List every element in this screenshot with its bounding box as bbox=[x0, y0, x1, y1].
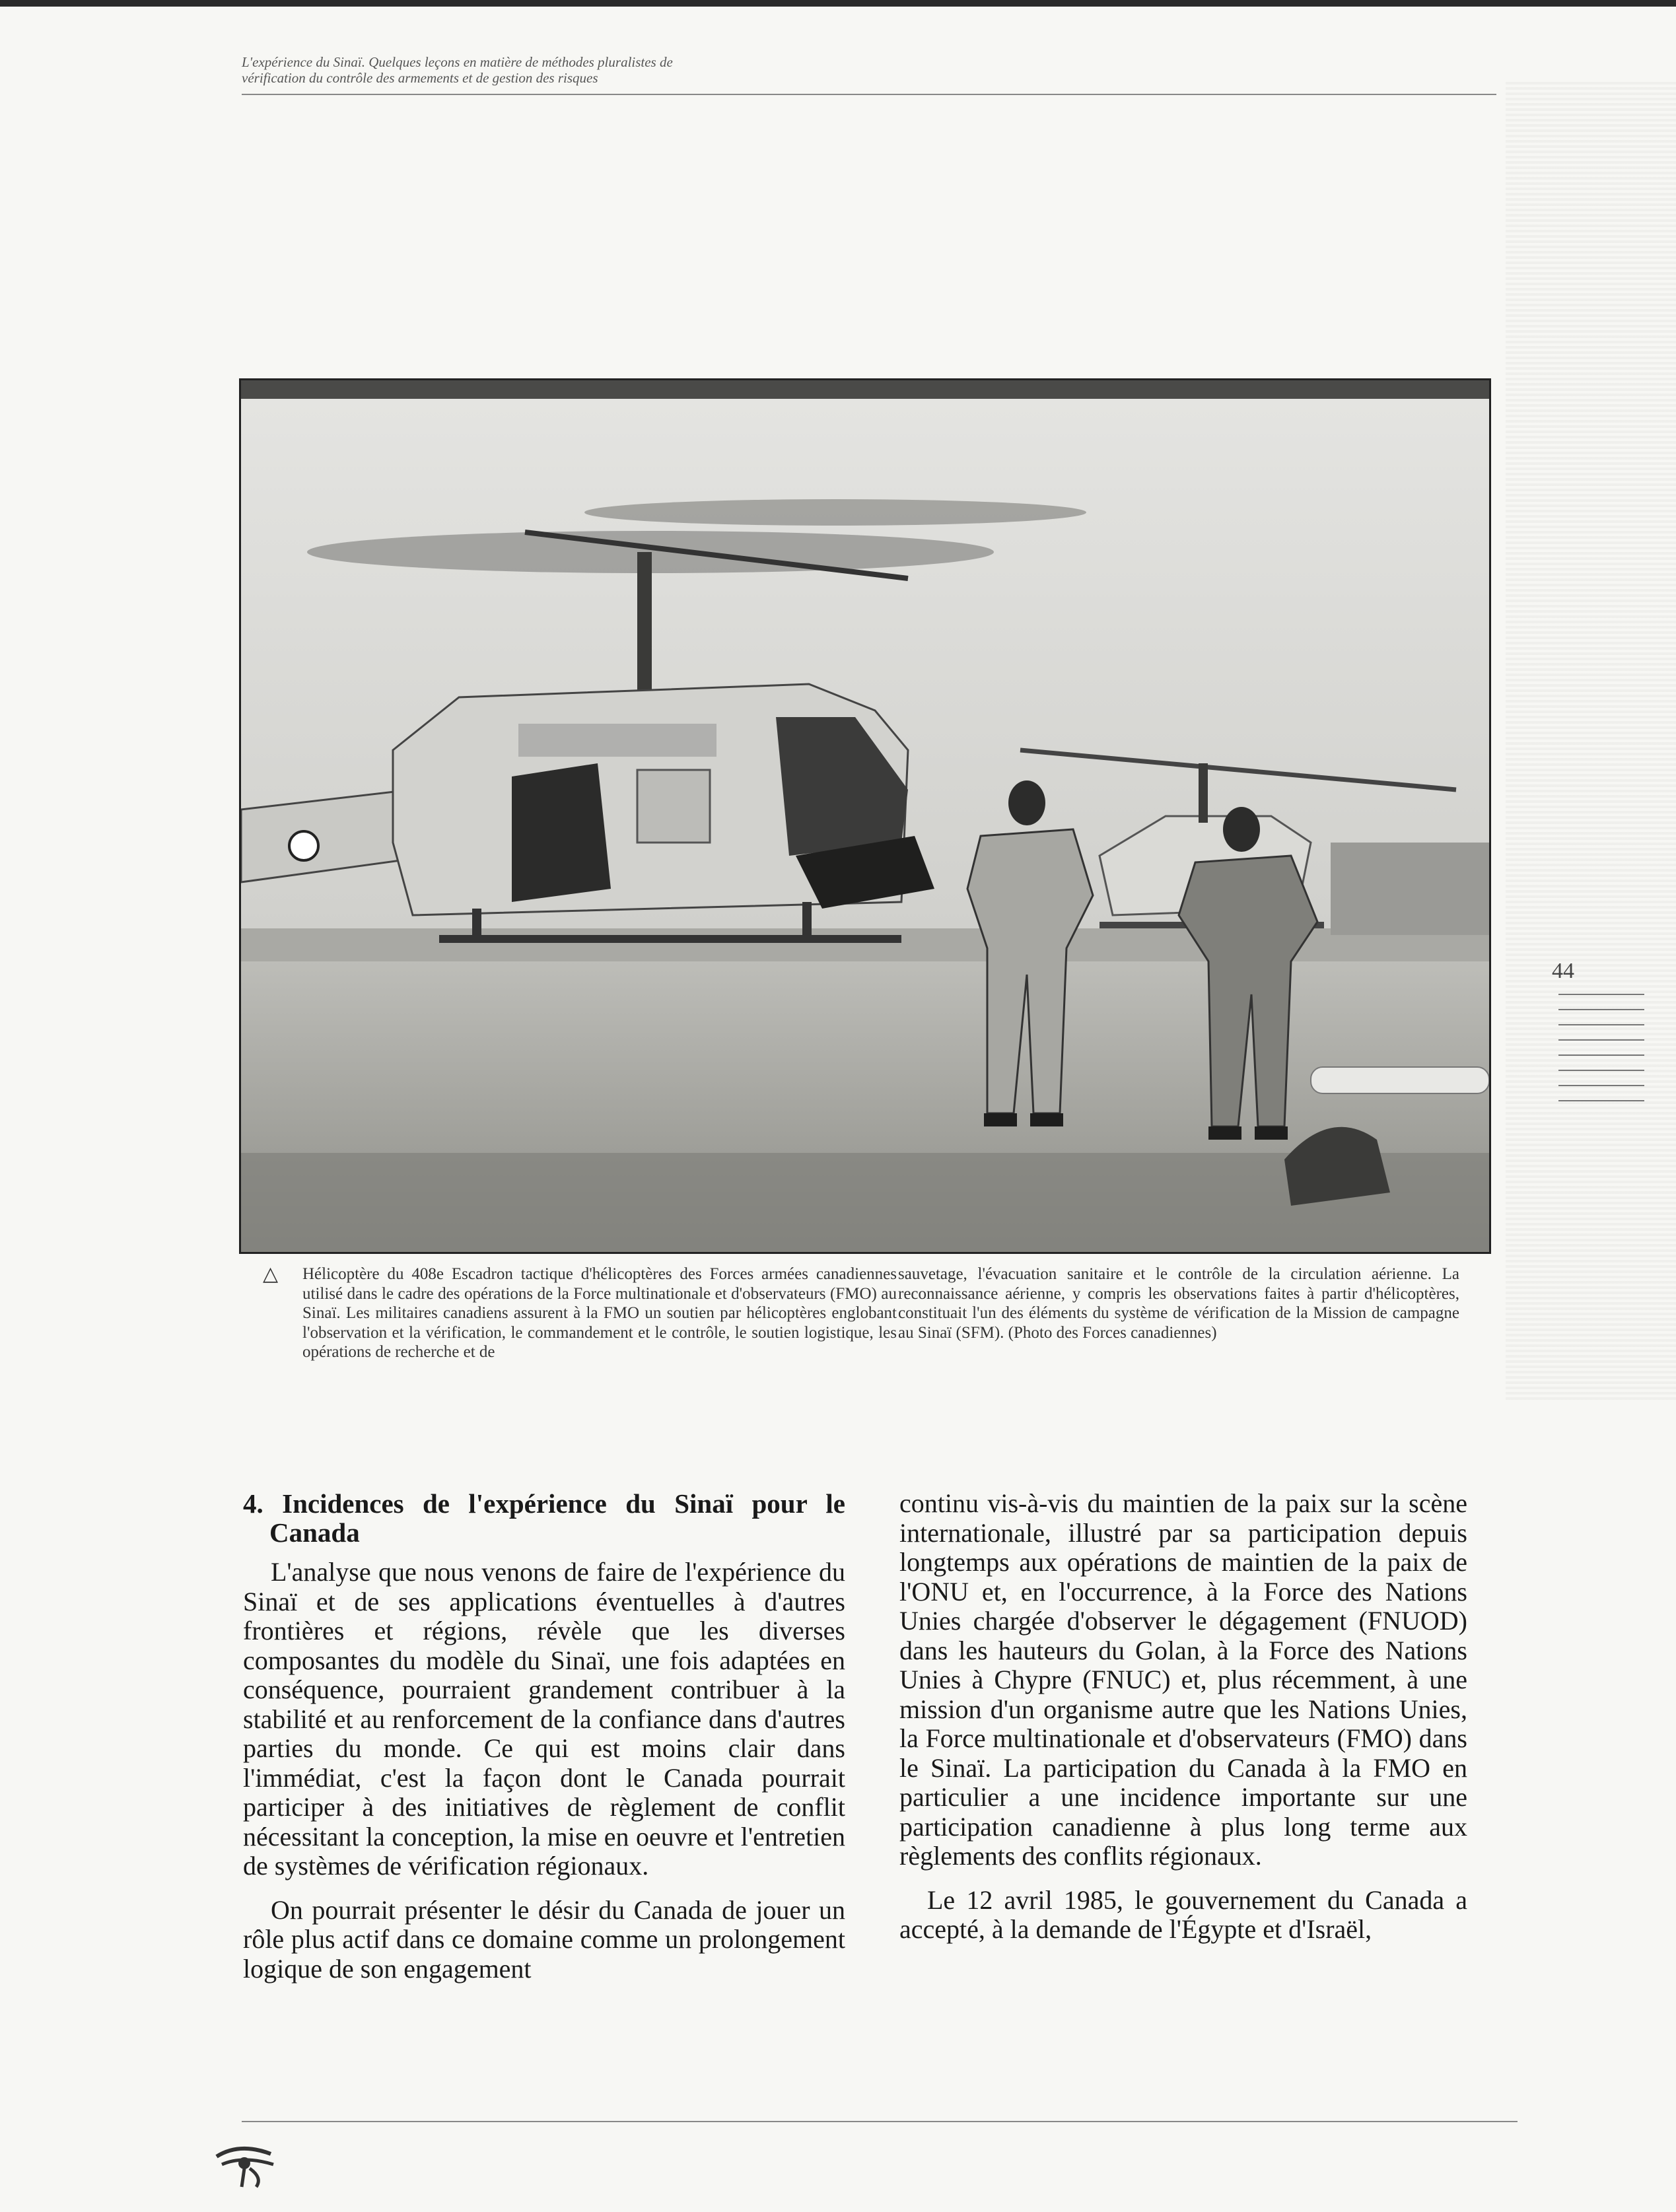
running-header bbox=[242, 54, 1496, 86]
text-column-right bbox=[899, 1489, 1467, 1945]
header-rule bbox=[242, 94, 1496, 95]
decorative-margin-strip bbox=[1506, 79, 1676, 1400]
figure-caption-right: sauvetage, l'évacuation sanitaire et le contrôle de la circulation aérienne. La reconnaissance aérienne, y compris les observations faites à partir d'hélicoptères, constituait l'un des éléments du système de vérification de la Mission de campagne au Sinaï (SFM). (Photo des Forces canadiennes) bbox=[898, 1265, 1459, 1342]
paragraph: L'analyse que nous venons de faire de l'expérience du Sinaï et de ses applications éventuelles à d'autres frontières et régions, révèle que les diverses composantes du modèle du Sinaï, une fois adaptées en conséquence, pourraient grandement contribuer à la stabilité et au renforcement de la confiance dans d'autres parties du monde. Ce qui est moins clair dans l'immédiat, c'est la façon dont le Canada pourrait participer à des initiatives de règlement de conflit nécessitant la conception, la mise en oeuvre et l'entretien de systèmes de vérification régionaux. bbox=[243, 1557, 845, 1881]
section-heading: 4. Incidences de l'expérience du Sinaï pour le Canada bbox=[243, 1488, 845, 1548]
scan-edge bbox=[0, 0, 1676, 7]
running-header-line-2: vérification du contrôle des armements et de gestion des risques bbox=[242, 70, 598, 86]
helicopter-photo bbox=[239, 378, 1491, 1254]
margin-rules bbox=[1558, 994, 1644, 1115]
paragraph: On pourrait présenter le désir du Canada de jouer un rôle plus actif dans ce domaine comme un prolongement logique de son engagement bbox=[243, 1894, 845, 1984]
figure-caption-left: Hélicoptère du 408e Escadron tactique d'hélicoptères des Forces armées canadiennes utilisé dans le cadre des opérations de la Force multinationale et d'observateurs (FMO) au Sinaï. Les militaires canadiens assurent à la FMO un soutien par hélicoptères englobant l'observation et la vérification, le commandement et le contrôle, le soutien logistique, les opérations de recherche et de bbox=[302, 1265, 897, 1361]
running-header-line-1: L'expérience du Sinaï. Quelques leçons en matière de méthodes pluralistes de bbox=[242, 54, 673, 70]
eye-of-horus-icon bbox=[210, 2138, 283, 2194]
helicopter-photo-illustration bbox=[241, 380, 1489, 1252]
footer-rule bbox=[242, 2121, 1518, 2122]
paragraph: Le 12 avril 1985, le gouvernement du Canada a accepté, à la demande de l'Égypte et d'Israël, bbox=[899, 1884, 1467, 1944]
text-column-left bbox=[243, 1489, 845, 1984]
paragraph: continu vis-à-vis du maintien de la paix sur la scène internationale, illustré par sa participation depuis longtemps aux opérations de maintien de la paix de l'ONU et, en l'occurrence, à la Force des Nations Unies chargée d'observer le dégagement (FNUOD) dans les hauteurs du Golan, à la Force des Nations Unies à Chypre (FNUC) et, plus récemment, à une mission d'un organisme autre que les Nations Unies, la Force multinationale et d'observateurs (FMO) dans le Sinaï. La participation du Canada à la FMO en particulier a une incidence importante sur une participation canadienne à plus long terme aux règlements des conflits régionaux. bbox=[899, 1488, 1467, 1871]
page-number: 44 bbox=[1552, 959, 1574, 983]
triangle-up-icon: △ bbox=[263, 1262, 279, 1286]
